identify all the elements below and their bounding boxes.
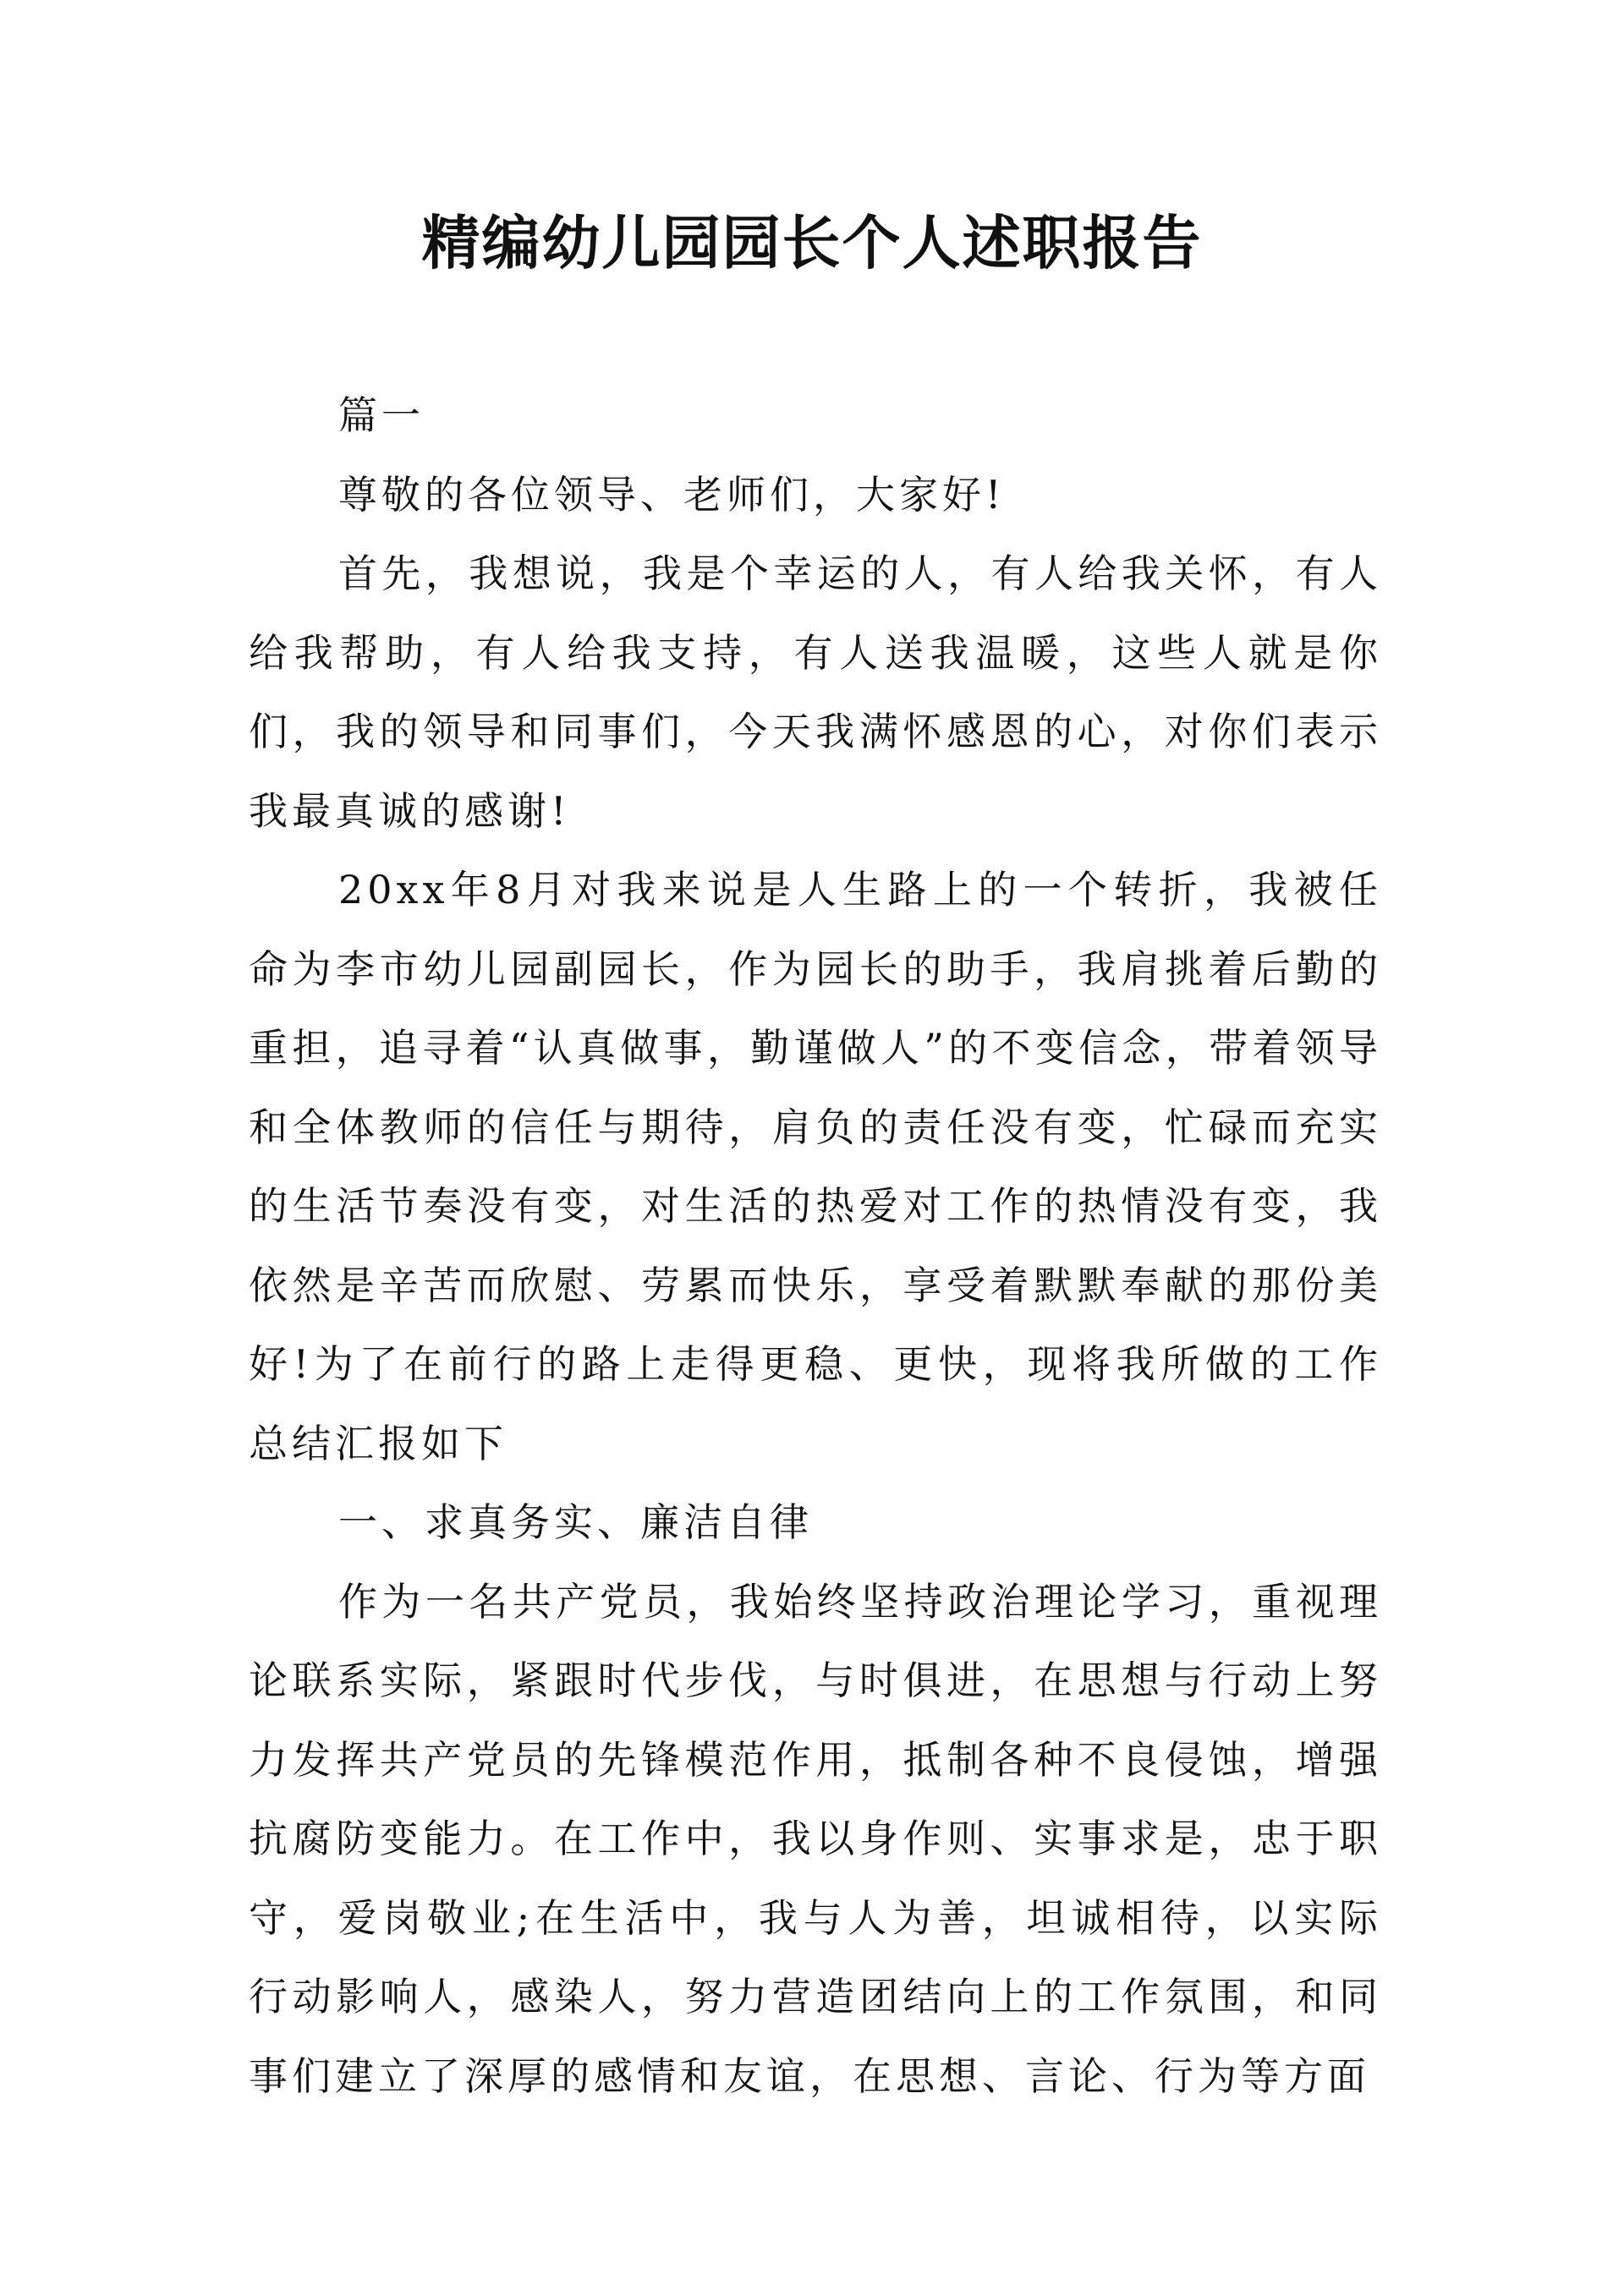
body-paragraph: 20xx年8月对我来说是人生路上的一个转折，我被任命为李市幼儿园副园长，作为园长的助手，我肩挑着后勤的重担，追寻着“认真做事，勤谨做人”的不变信念，带着领导和全体教师的信任与期待，肩负的责任没有变，忙碌而充实的生活节奏没有变，对生活的热爱对工作的热情没有变，我依然是辛苦而欣慰、劳累而快乐，享受着默默奉献的那份美好!为了在前行的路上走得更稳、更快，现将我所做的工作总结汇报如下 — [249, 867, 1382, 1466]
body-paragraph: 作为一名共产党员，我始终坚持政治理论学习，重视理论联系实际，紧跟时代步伐，与时俱进，在思想与行动上努力发挥共产党员的先锋模范作用，抵制各种不良侵蚀，增强抗腐防变能力。在工作中，我以身作则、实事求是，忠于职守，爱岗敬业;在生活中，我与人为善，坦诚相待，以实际行动影响人，感染人，努力营造团结向上的工作氛围，和同事们建立了深厚的感情和友谊，在思想、言论、行为等方面 — [249, 1578, 1382, 2099]
section-heading: 篇一 — [338, 392, 425, 438]
subsection-heading: 一、求真务实、廉洁自律 — [338, 1499, 813, 1545]
document-body — [249, 376, 1382, 2116]
document-title: 精编幼儿园园长个人述职报告 — [421, 209, 1203, 277]
body-paragraph: 首先，我想说，我是个幸运的人，有人给我关怀，有人给我帮助，有人给我支持，有人送我温暖，这些人就是你们，我的领导和同事们，今天我满怀感恩的心，对你们表示我最真诚的感谢! — [249, 551, 1382, 834]
salutation-paragraph: 尊敬的各位领导、老师们，大家好! — [338, 471, 1006, 518]
